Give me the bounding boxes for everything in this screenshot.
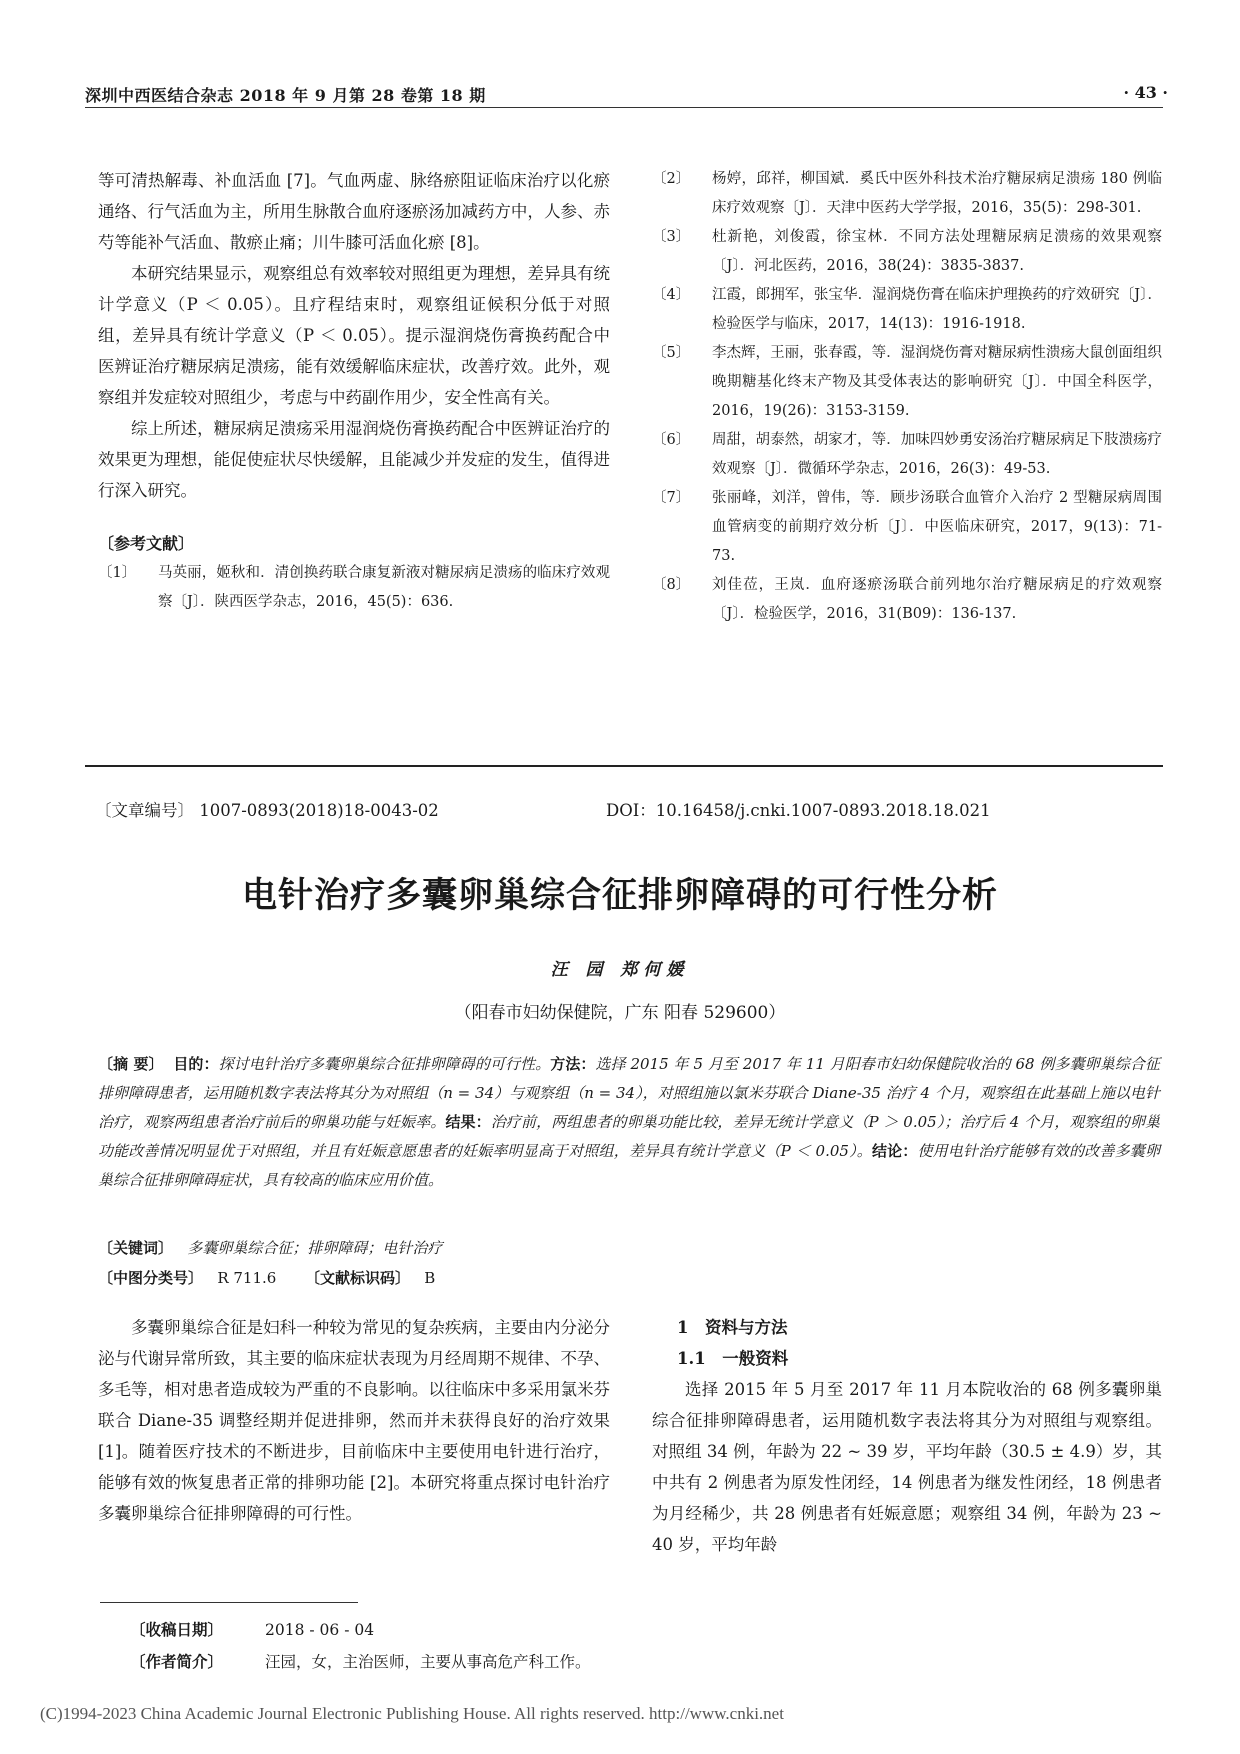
clc-value: R 711.6 bbox=[217, 1269, 277, 1287]
keywords-label: 〔关键词〕 bbox=[98, 1239, 174, 1257]
doc-code-value: B bbox=[424, 1269, 436, 1287]
author-bio-label: 〔作者简介〕 bbox=[130, 1652, 224, 1671]
article-left-column bbox=[98, 1312, 610, 1529]
received-date bbox=[130, 1618, 374, 1640]
abstract-label: 〔摘 要〕 bbox=[98, 1055, 164, 1073]
objective-text: 探讨电针治疗多囊卵巢综合征排卵障碍的可行性。 bbox=[218, 1055, 551, 1073]
reference-text: 周甜，胡泰然，胡家才，等．加味四妙勇安汤治疗糖尿病足下肢溃疡疗效观察〔J〕．微循环学杂志，2016，26(3)：49-53. bbox=[712, 432, 1162, 477]
prev-paragraph-1: 等可清热解毒、补血活血 [7]。气血两虚、脉络瘀阻证临床治疗以化瘀通络、行气活血为主，所用生脉散合血府逐瘀汤加减药方中，人参、赤芍等能补气活血、散瘀止痛；川牛膝可活血化瘀 [8]。 bbox=[98, 171, 610, 252]
reference-number: 〔7〕 bbox=[652, 490, 691, 506]
conclusion-text: 使用电针治疗能够有效的改善多囊卵巢综合征排卵障碍症状，具有较高的临床应用价值。 bbox=[98, 1142, 1160, 1189]
classification bbox=[98, 1264, 435, 1292]
methods-text: 选择 2015 年 5 月至 2017 年 11 月阳春市妇幼保健院收治的 68 例多囊卵巢综合征排卵障碍患者，运用随机数字表法将其分为对照组（n = 34）与观察组（n = 34），对照组施以氯米芬联合 Diane-35 治疗 4 个月，观察组在此基础上施以电针治疗，观察两组患者治疗前后的卵巢功能与妊娠率。 bbox=[98, 1055, 1160, 1131]
article-authors: 汪 园 郑何媛 bbox=[550, 960, 690, 980]
reference-item bbox=[652, 223, 1162, 281]
received-label: 〔收稿日期〕 bbox=[130, 1620, 224, 1639]
section-heading: 1 资料与方法 bbox=[677, 1318, 788, 1337]
references-title: 〔参考文献〕 bbox=[98, 534, 195, 553]
reference-item bbox=[652, 281, 1162, 339]
reference-text: 江霞，郎拥军，张宝华．湿润烧伤膏在临床护理换药的疗效研究〔J〕．检验医学与临床，2017，14(13)：1916-1918. bbox=[712, 287, 1162, 332]
prev-paragraph-2: 本研究结果显示，观察组总有效率较对照组更为理想，差异具有统计学意义（P ＜ 0.05）。且疗程结束时，观察组证候积分低于对照组，差异具有统计学意义（P ＜ 0.05）。提示湿润烧伤膏换药配合中医辨证治疗糖尿病足溃疡，能有效缓解临床症状，改善疗效。此外，观察组并发症较对照组少，考虑与中药副作用少，安全性高有关。 bbox=[98, 264, 610, 407]
prev-paragraph-3: 综上所述，糖尿病足溃疡采用湿润烧伤膏换药配合中医辨证治疗的效果更为理想，能促使症状尽快缓解，且能减少并发症的发生，值得进行深入研究。 bbox=[98, 419, 610, 500]
reference-number: 〔1〕 bbox=[98, 565, 137, 581]
reference-item bbox=[652, 484, 1162, 571]
prev-article-left-column bbox=[98, 165, 610, 617]
reference-item bbox=[98, 559, 610, 617]
keywords bbox=[98, 1234, 442, 1262]
objective-label: 目的： bbox=[173, 1055, 219, 1073]
keywords-text: 多囊卵巢综合征；排卵障碍；电针治疗 bbox=[187, 1239, 443, 1257]
reference-text: 张丽峰，刘洋，曾伟，等．顾步汤联合血管介入治疗 2 型糖尿病周围血管病变的前期疗效分析〔J〕．中医临床研究，2017，9(13)：71-73. bbox=[712, 490, 1162, 564]
reference-item bbox=[652, 571, 1162, 629]
reference-item bbox=[652, 426, 1162, 484]
article-number: 〔文章编号〕 1007-0893(2018)18-0043-02 bbox=[95, 801, 439, 820]
reference-number: 〔6〕 bbox=[652, 432, 691, 448]
journal-header: 深圳中西医结合杂志 2018 年 9 月第 28 卷第 18 期 bbox=[85, 86, 486, 105]
copyright-notice: (C)1994-2023 China Academic Journal Electronic Publishing House. All rights reserved. http://www.cnki.net bbox=[40, 1704, 784, 1723]
abstract bbox=[98, 1050, 1160, 1195]
article-title: 电针治疗多囊卵巢综合征排卵障碍的可行性分析 bbox=[241, 876, 998, 916]
doc-code-label: 〔文献标识码〕 bbox=[304, 1269, 410, 1287]
author-bio-value: 汪园，女，主治医师，主要从事高危产科工作。 bbox=[265, 1653, 591, 1671]
subsection-heading: 1.1 一般资料 bbox=[677, 1349, 789, 1368]
reference-number: 〔2〕 bbox=[652, 171, 691, 187]
methods-label: 方法： bbox=[550, 1055, 596, 1073]
page-number: · 43 · bbox=[1123, 83, 1168, 102]
article-doi: DOI：10.16458/j.cnki.1007-0893.2018.18.021 bbox=[606, 801, 991, 820]
article-separator-rule bbox=[85, 765, 1163, 767]
reference-number: 〔4〕 bbox=[652, 287, 691, 303]
reference-text: 杜新艳，刘俊霞，徐宝林．不同方法处理糖尿病足溃疡的效果观察〔J〕．河北医药，2016，38(24)：3835-3837. bbox=[712, 229, 1162, 274]
article-affiliation: （阳春市妇幼保健院，广东 阳春 529600） bbox=[454, 1003, 786, 1023]
reference-number: 〔3〕 bbox=[652, 229, 691, 245]
section-paragraph: 选择 2015 年 5 月至 2017 年 11 月本院收治的 68 例多囊卵巢综合征排卵障碍患者，运用随机数字表法将其分为对照组与观察组。对照组 34 例，年龄为 22 ~ 39 岁，平均年龄（30.5 ± 4.9）岁，其中共有 2 例患者为原发性闭经，14 例患者为继发性闭经，18 例患者为月经稀少，共 28 例患者有妊娠意愿；观察组 34 例，年龄为 23 ~ 40 岁，平均年龄 bbox=[652, 1380, 1162, 1554]
results-label: 结果： bbox=[445, 1113, 491, 1131]
reference-text: 李杰辉，王丽，张春霞，等．湿润烧伤膏对糖尿病性溃疡大鼠创面组织晚期糖基化终末产物及其受体表达的影响研究〔J〕．中国全科医学，2016，19(26)：3153-3159. bbox=[712, 345, 1162, 419]
reference-text: 马英丽，姬秋和．清创换药联合康复新液对糖尿病足溃疡的临床疗效观察〔J〕．陕西医学杂志，2016，45(5)：636. bbox=[158, 565, 610, 610]
header-rule bbox=[85, 107, 1163, 108]
footnote-rule bbox=[100, 1602, 358, 1603]
reference-number: 〔8〕 bbox=[652, 577, 691, 593]
reference-number: 〔5〕 bbox=[652, 345, 691, 361]
reference-item bbox=[652, 165, 1162, 223]
intro-paragraph: 多囊卵巢综合征是妇科一种较为常见的复杂疾病，主要由内分泌分泌与代谢异常所致，其主要的临床症状表现为月经周期不规律、不孕、多毛等，相对患者造成较为严重的不良影响。以往临床中多采用氯米芬联合 Diane-35 调整经期并促进排卵，然而并未获得良好的治疗效果 [1]。随着医疗技术的不断进步，目前临床中主要使用电针进行治疗，能够有效的恢复患者正常的排卵功能 [2]。本研究将重点探讨电针治疗多囊卵巢综合征排卵障碍的可行性。 bbox=[98, 1318, 610, 1523]
reference-text: 杨婷，邱祥，柳国斌．奚氏中医外科技术治疗糖尿病足溃疡 180 例临床疗效观察〔J〕．天津中医药大学学报，2016，35(5)：298-301. bbox=[712, 171, 1162, 216]
reference-item bbox=[652, 339, 1162, 426]
conclusion-label: 结论： bbox=[871, 1142, 918, 1160]
author-bio bbox=[130, 1650, 591, 1672]
received-value: 2018 - 06 - 04 bbox=[265, 1621, 375, 1639]
article-right-column bbox=[652, 1312, 1162, 1560]
results-text: 治疗前，两组患者的卵巢功能比较，差异无统计学意义（P ＞ 0.05）；治疗后 4 个月，观察组的卵巢功能改善情况明显优于对照组，并且有妊娠意愿患者的妊娠率明显高于对照组，差异具有统计学意义（P ＜ 0.05）。 bbox=[98, 1113, 1160, 1160]
prev-article-right-column bbox=[652, 165, 1162, 629]
reference-text: 刘佳莅，王岚．血府逐瘀汤联合前列地尔治疗糖尿病足的疗效观察〔J〕．检验医学，2016，31(B09)：136-137. bbox=[712, 577, 1162, 622]
clc-label: 〔中图分类号〕 bbox=[98, 1269, 204, 1287]
